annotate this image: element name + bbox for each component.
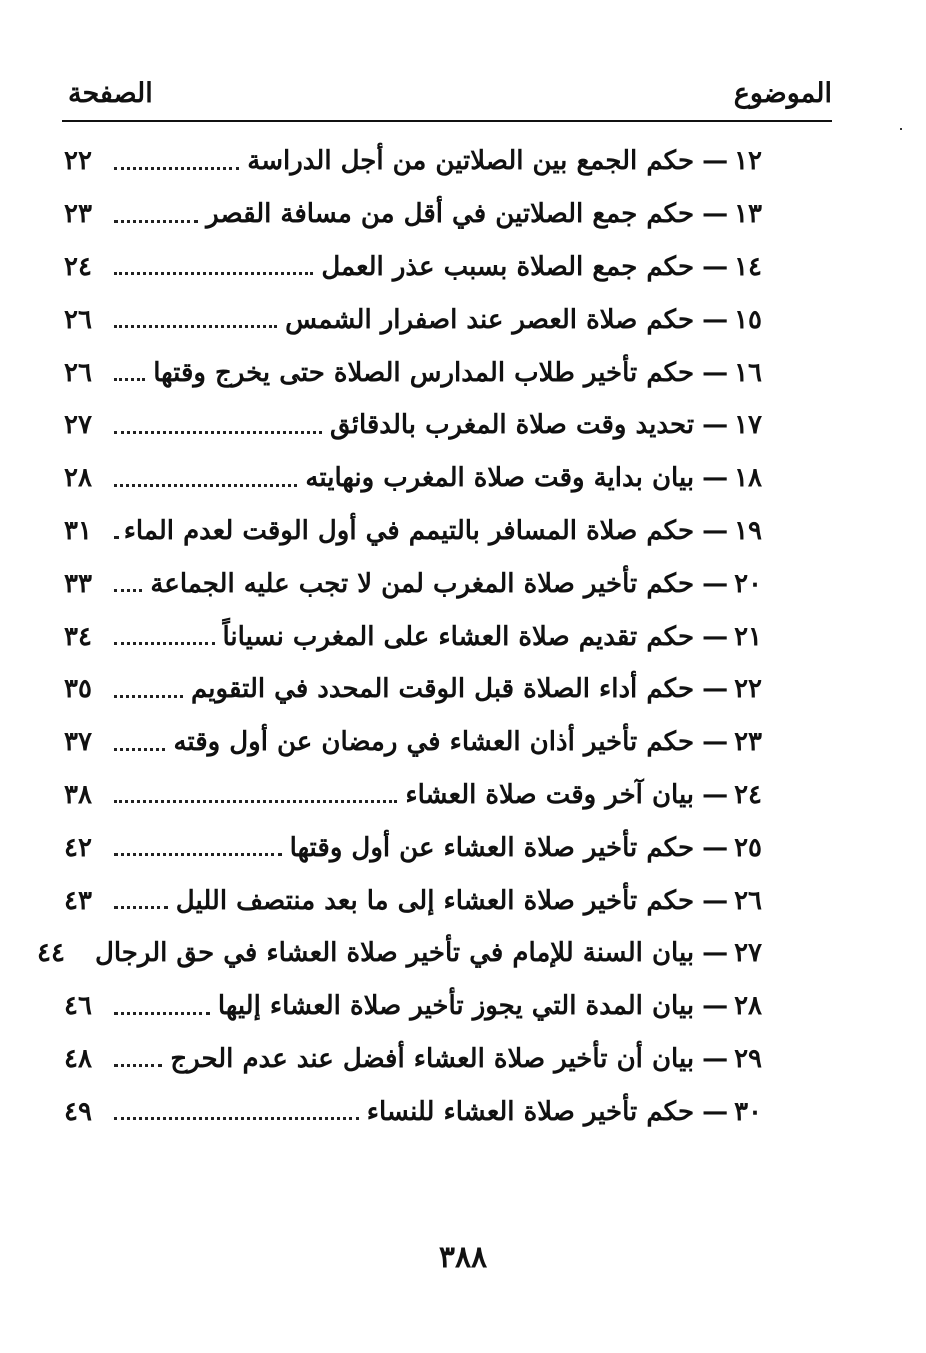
toc-entry bbox=[62, 505, 762, 558]
entry-page-number: ٢٦ bbox=[64, 357, 92, 388]
entry-page-number: ٣٧ bbox=[64, 727, 92, 758]
entry-dash: — bbox=[702, 674, 729, 705]
dot-leader bbox=[114, 246, 313, 275]
entry-page-number: ٤٣ bbox=[64, 885, 92, 916]
entry-page-number: ٤٤ bbox=[36, 938, 65, 969]
entry-number: ٢٨ bbox=[734, 991, 762, 1022]
entry-dash: — bbox=[702, 885, 729, 916]
toc-header bbox=[62, 68, 832, 122]
toc-entry bbox=[62, 557, 762, 610]
entry-page-number: ٢٢ bbox=[64, 146, 92, 177]
entry-number: ١٢ bbox=[734, 146, 762, 177]
toc-entry bbox=[62, 1033, 762, 1086]
entry-dash: — bbox=[702, 568, 729, 599]
entry-page-number: ٢٤ bbox=[64, 251, 92, 282]
entry-title: بيان بداية وقت صلاة المغرب ونهايته bbox=[305, 463, 695, 494]
entry-title: حكم تأخير أذان العشاء في رمضان عن أول وقته bbox=[173, 727, 695, 758]
toc-entry bbox=[62, 663, 762, 716]
dot-leader bbox=[114, 722, 165, 751]
dot-leader bbox=[114, 774, 397, 803]
entry-page-number: ٢٧ bbox=[64, 410, 92, 441]
entry-number: ١٣ bbox=[734, 199, 762, 230]
toc-entry bbox=[62, 135, 762, 188]
entry-dash: — bbox=[702, 991, 729, 1022]
entry-page-number: ٢٣ bbox=[64, 199, 92, 230]
entry-dash: — bbox=[702, 199, 729, 230]
page-column-label: الصفحة bbox=[68, 78, 153, 109]
entry-dash: — bbox=[702, 621, 729, 652]
toc-entry bbox=[62, 769, 762, 822]
toc-entry bbox=[62, 874, 762, 927]
entry-page-number: ٣٤ bbox=[64, 621, 92, 652]
entry-number: ٢٣ bbox=[734, 727, 762, 758]
entry-dash: — bbox=[702, 1043, 729, 1074]
dot-leader bbox=[114, 299, 277, 328]
toc-entry bbox=[62, 716, 762, 769]
entry-page-number: ٣٣ bbox=[64, 568, 92, 599]
entry-dash: — bbox=[702, 1096, 729, 1127]
entry-dash: — bbox=[702, 727, 729, 758]
entry-dash: — bbox=[702, 938, 729, 969]
toc-entry bbox=[62, 980, 762, 1033]
entry-page-number: ٣١ bbox=[64, 515, 92, 546]
entry-page-number: ٣٥ bbox=[64, 674, 92, 705]
dot-leader bbox=[114, 405, 322, 434]
entry-dash: — bbox=[702, 515, 729, 546]
entry-title: حكم تأخير طلاب المدارس الصلاة حتى يخرج وقتها bbox=[153, 357, 695, 388]
dot-leader bbox=[114, 616, 215, 645]
toc-entry bbox=[62, 399, 762, 452]
entry-number: ٢٢ bbox=[734, 674, 762, 705]
entry-title: حكم صلاة العصر عند اصفرار الشمس bbox=[285, 304, 695, 335]
entry-number: ١٩ bbox=[734, 515, 762, 546]
scan-speck bbox=[900, 128, 902, 130]
entry-title: بيان المدة التي يجوز تأخير صلاة العشاء إليها bbox=[217, 991, 695, 1022]
table-of-contents bbox=[36, 135, 762, 1138]
entry-dash: — bbox=[702, 779, 729, 810]
entry-number: ١٥ bbox=[734, 304, 762, 335]
entry-number: ٢٦ bbox=[734, 885, 762, 916]
toc-entry bbox=[62, 293, 762, 346]
entry-title: حكم تقديم صلاة العشاء على المغرب نسياناً bbox=[222, 621, 695, 652]
topic-column-label: الموضوع bbox=[733, 78, 832, 109]
entry-number: ١٤ bbox=[734, 251, 762, 282]
toc-entry bbox=[36, 927, 762, 980]
dot-leader bbox=[114, 1038, 162, 1067]
entry-title: حكم جمع الصلاة بسبب عذر العمل bbox=[321, 251, 695, 282]
entry-number: ١٨ bbox=[734, 463, 762, 494]
entry-title: حكم تأخير صلاة المغرب لمن لا تجب عليه الجماعة bbox=[150, 568, 695, 599]
entry-number: ٢٩ bbox=[734, 1043, 762, 1074]
entry-title: حكم أداء الصلاة قبل الوقت المحدد في التقويم bbox=[190, 674, 695, 705]
toc-entry bbox=[62, 1085, 762, 1138]
dot-leader bbox=[114, 1091, 359, 1120]
entry-number: ٢١ bbox=[734, 621, 762, 652]
entry-page-number: ٤٦ bbox=[64, 991, 92, 1022]
dot-leader bbox=[114, 563, 142, 592]
dot-leader bbox=[114, 352, 145, 381]
entry-title: حكم تأخير صلاة العشاء عن أول وقتها bbox=[289, 832, 695, 863]
entry-title: حكم جمع الصلاتين في أقل من مسافة القصر bbox=[206, 199, 695, 230]
dot-leader bbox=[114, 986, 210, 1015]
entry-dash: — bbox=[702, 463, 729, 494]
dot-leader bbox=[114, 458, 297, 487]
dot-leader bbox=[114, 510, 116, 539]
entry-title: حكم تأخير صلاة العشاء إلى ما بعد منتصف الليل bbox=[175, 885, 695, 916]
entry-number: ١٦ bbox=[734, 357, 762, 388]
entry-number: ٢٠ bbox=[734, 568, 762, 599]
entry-page-number: ٤٩ bbox=[64, 1096, 92, 1127]
dot-leader bbox=[114, 880, 168, 909]
page-number: ٣٨٨ bbox=[438, 1240, 488, 1275]
dot-leader bbox=[114, 827, 282, 856]
entry-page-number: ٤٢ bbox=[64, 832, 92, 863]
entry-dash: — bbox=[702, 410, 729, 441]
toc-entry bbox=[62, 821, 762, 874]
entry-dash: — bbox=[702, 304, 729, 335]
entry-dash: — bbox=[702, 357, 729, 388]
dot-leader bbox=[114, 141, 239, 170]
entry-number: ٢٤ bbox=[734, 779, 762, 810]
entry-title: حكم تأخير صلاة العشاء للنساء bbox=[366, 1096, 695, 1127]
entry-page-number: ٣٨ bbox=[64, 779, 92, 810]
entry-title: تحديد وقت صلاة المغرب بالدقائق bbox=[330, 410, 695, 441]
entry-number: ٢٧ bbox=[734, 938, 762, 969]
toc-entry bbox=[62, 610, 762, 663]
entry-dash: — bbox=[702, 832, 729, 863]
entry-number: ٣٠ bbox=[734, 1096, 762, 1127]
toc-entry bbox=[62, 346, 762, 399]
entry-number: ١٧ bbox=[734, 410, 762, 441]
dot-leader bbox=[114, 669, 183, 698]
entry-page-number: ٢٨ bbox=[64, 463, 92, 494]
entry-title: بيان آخر وقت صلاة العشاء bbox=[405, 779, 695, 810]
entry-title: بيان السنة للإمام في تأخير صلاة العشاء في حق الرجال bbox=[94, 938, 695, 969]
entry-title: حكم الجمع بين الصلاتين من أجل الدراسة bbox=[247, 146, 695, 177]
entry-page-number: ٢٦ bbox=[64, 304, 92, 335]
entry-dash: — bbox=[702, 146, 729, 177]
entry-dash: — bbox=[702, 251, 729, 282]
entry-title: حكم صلاة المسافر بالتيمم في أول الوقت لعدم الماء bbox=[123, 515, 695, 546]
entry-title: بيان أن تأخير صلاة العشاء أفضل عند عدم الحرج bbox=[170, 1043, 695, 1074]
toc-entry bbox=[62, 452, 762, 505]
entry-page-number: ٤٨ bbox=[64, 1043, 92, 1074]
toc-entry bbox=[62, 241, 762, 294]
entry-number: ٢٥ bbox=[734, 832, 762, 863]
toc-entry bbox=[62, 188, 762, 241]
dot-leader bbox=[114, 194, 198, 223]
